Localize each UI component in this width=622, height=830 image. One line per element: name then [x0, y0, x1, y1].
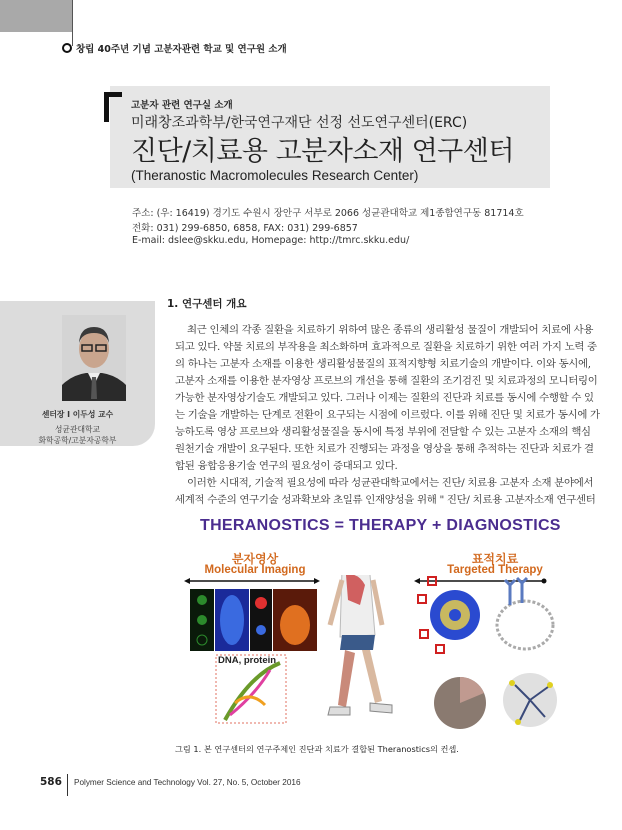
body-line: 세계적 수준의 연구기술 성과확보와 초일류 인재양성을 위해 " 진단/ 치료용 고분자소재 연구센터 [175, 494, 596, 506]
english-title: (Theranostic Macromolecules Research Center) [131, 168, 419, 183]
corner-divider [72, 0, 73, 46]
journal-citation: Polymer Science and Technology Vol. 27, No. 5, October 2016 [74, 778, 301, 787]
body-line: 가능한 분자영상기술도 개발되고 있다. 그러나 이제는 질환의 진단과 치료를 동시에 수행할 수 있 [175, 392, 594, 404]
running-head-text: 창립 40주년 기념 고분자관련 학교 및 연구원 소개 [76, 44, 287, 55]
kicker: 고분자 관련 연구실 소개 [131, 100, 233, 111]
director-affiliation: 성균관대학교 [54, 425, 101, 434]
right-label-english: Targeted Therapy [447, 564, 543, 576]
body-line: 이러한 시대적, 기술적 필요성에 따라 성균관대학교에서는 진단/ 치료용 고분자 소재 분야에서 [187, 477, 594, 489]
carbon-nanotube-antibody [497, 578, 553, 649]
footer-divider [67, 774, 68, 796]
right-label-korean: 표적치료 [471, 552, 519, 566]
figure-title: THERANOSTICS = THERAPY + DIAGNOSTICS [200, 517, 561, 534]
page-number: 586 [40, 776, 62, 788]
page-title: 진단/치료용 고분자소재 연구센터 [131, 136, 514, 167]
email-homepage: E-mail: dslee@skku.edu, Homepage: http://tmrc.skku.edu/ [132, 235, 410, 246]
corner-decoration [0, 0, 72, 32]
address: 주소: (우: 16419) 경기도 수원시 장안구 서부로 2066 성균관대학교 제1종합연구동 81714호 [132, 208, 524, 219]
director-photo [62, 315, 126, 401]
left-label-korean: 분자영상 [231, 552, 279, 566]
subtitle: 미래창조과학부/한국연구재단 선정 선도연구센터(ERC) [131, 115, 468, 131]
body-line: 의 하나는 고분자 소재를 이용한 생리활성물질의 표적지향형 치료기술의 개발이다. 이와 동시에, [175, 358, 591, 370]
nanoparticle-micelle [418, 577, 480, 653]
running-head [62, 41, 287, 55]
body-line: 되고 있다. 약물 치료의 부작용을 최소화하며 효과적으로 질환을 치료하기 위한 여러 가지 노력 중 [175, 341, 597, 353]
phone: 전화: 031) 299-6850, 6858, FAX: 031) 299-6857 [132, 223, 358, 234]
body-line: 능하도록 영상 프로브와 생리활성물질을 동시에 특정 부위에 전달할 수 있는 고분자 소재의 핵심 [175, 426, 591, 438]
director-name: 센터장 I 이두성 교수 [41, 410, 114, 419]
inset-label: DNA, protein [218, 655, 277, 666]
director-department: 화학공학/고분자공학부 [38, 436, 117, 445]
body-line: 최근 인체의 각종 질환을 치료하기 위하여 많은 종류의 생리활성 물질이 개발되어 치료에 사용 [187, 324, 594, 336]
walking-man-illustration [328, 575, 392, 715]
body-line: 는 기술을 개발하는 단계로 전환이 요구되는 시점에 이르렀다. 이를 위해 진단 및 치료가 동시에 가 [175, 409, 600, 421]
figure-caption: 그림 1. 본 연구센터의 연구주제인 진단과 치료가 결합된 Theranostics의 컨셉. [175, 744, 459, 754]
mesoporous-sphere [434, 677, 486, 729]
body-line: 원천기술 개발이 요구된다. 또한 치료가 진행되는 과정을 영상을 통해 추적하는 진단과 치료가 결 [175, 443, 594, 455]
bracket-decoration-vertical [104, 92, 109, 122]
body-line: 합된 융합응용기술 연구의 필요성이 증대되고 있다. [175, 460, 398, 472]
double-arrow-left [184, 578, 320, 584]
molecular-imaging-panels [190, 589, 317, 651]
left-label-english: Molecular Imaging [204, 564, 306, 576]
section-heading: 1. 연구센터 개요 [167, 298, 247, 310]
body-line: 고분자 소재를 이용한 분자영상 프로브의 개선을 통해 질환의 조기검진 및 치료과정의 모니터링이 [175, 375, 598, 387]
dendrimer [503, 673, 557, 727]
bullet-circle-icon [62, 43, 72, 53]
